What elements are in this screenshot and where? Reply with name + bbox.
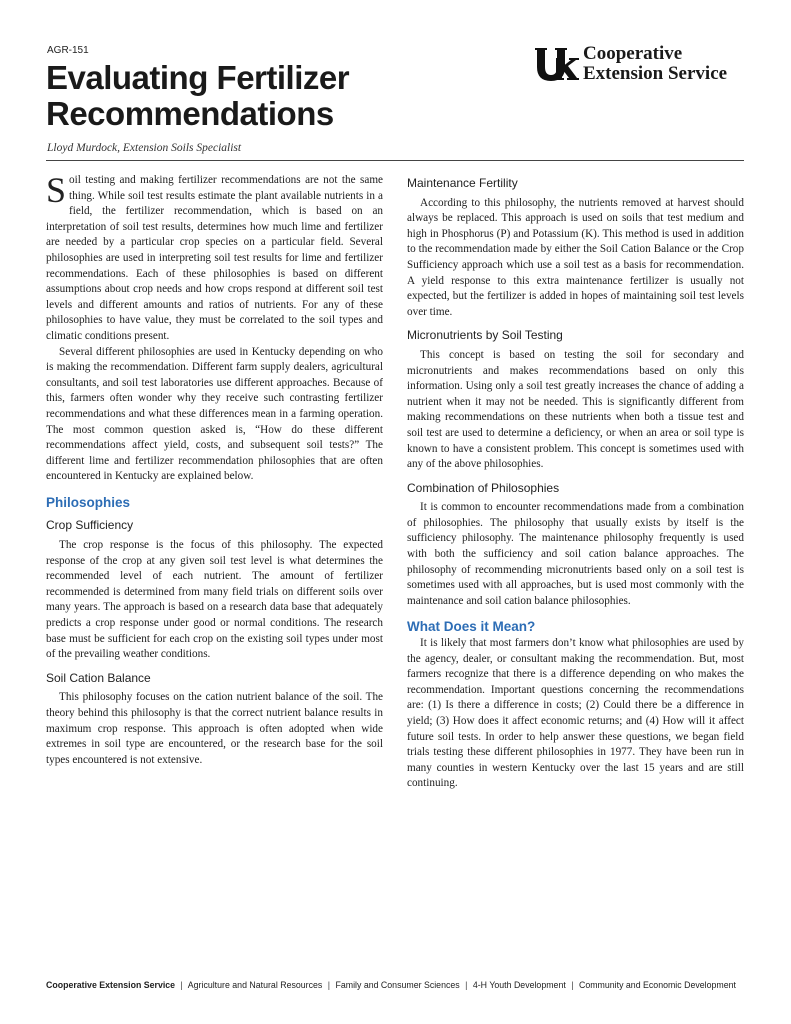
uk-logo-icon xyxy=(534,45,580,83)
intro-paragraph-1 xyxy=(46,170,383,345)
heading-soil-cation-balance: Soil Cation Balance xyxy=(46,670,151,685)
footer-separator: | xyxy=(465,980,468,990)
page-title: Evaluating Fertilizer Recommendations xyxy=(46,59,350,132)
author-line: Lloyd Murdock, Extension Soils Specialist xyxy=(47,142,242,154)
heading-philosophies: Philosophies xyxy=(46,494,131,510)
footer-unit-anr: Agriculture and Natural Resources xyxy=(187,980,323,990)
right-column xyxy=(407,176,744,792)
heading-micronutrients: Micronutrients by Soil Testing xyxy=(407,328,563,343)
intro-paragraph-2: Several different philosophies are used in Kentucky depending on who is making the recommendation. Different farm supply dealers, agricultural consultants, and soil test laboratories use different approaches. Because of this, farmers often wonder why they receive such contrasting fertilizer recommendations and what these differences mean in a farming operation. The most common question asked is, “How do these different recommendations affect yield, costs, and subsequent soil tests?” The different lime and fertilizer recommendation philosophies that are often encountered in Kentucky are explained below. xyxy=(46,345,383,483)
footer-separator: | xyxy=(180,980,183,990)
footer xyxy=(46,980,746,990)
heading-crop-sufficiency: Crop Sufficiency xyxy=(46,518,134,533)
footer-brand: Cooperative Extension Service xyxy=(46,980,176,990)
left-column xyxy=(46,170,383,768)
footer-unit-ced: Community and Economic Development xyxy=(578,980,736,990)
footer-separator: | xyxy=(571,980,574,990)
crop-sufficiency-paragraph: The crop response is the focus of this philosophy. The expected response of the crop at any given soil test level is what determines the recommended level of each nutrient. The amount of fertilizer recommended is determined from many field trials on different soils over many years. The approach is based on a research data base that adequately predicts a crop response under good or normal conditions. The research base must be sufficient for each crop on the existing soil types under most of the prevailing weather conditions. xyxy=(46,539,383,661)
soil-cation-paragraph: This philosophy focuses on the cation nutrient balance of the soil. The theory behind this philosophy is that the correct nutrient balance results in maximum crop response. This approach is often adopted when wide extremes in soil type are encountered, or the research base for the soil types encountered is not extensive. xyxy=(46,691,383,766)
intro-text-1: oil testing and making fertilizer recommendations are not the same thing. While soil test results estimate the plant available nutrients in a field, the fertilizer recommendation, which is based on an interpretation of soil test results, determines how much lime and fertilizer are needed by a particular crop species on a particular field. Several philosophies are used in interpreting soil test results for lime and fertilizer recommendations. Each of these philosophies is based on different assumptions about crop needs and how crops respond at different soil test levels and different amounts and ratios of nutrients. For any of these philosophies to have value, they must be correlated to the soil types and climatic conditions present. xyxy=(46,174,383,342)
drop-cap: S xyxy=(46,170,67,210)
header-divider xyxy=(46,160,744,161)
micronutrients-paragraph: This concept is based on testing the soil for secondary and micronutrients and makes recommendations based on only this information. Using only a soil test greatly increases the chance of adding a nutrient when it may not be needed. This is significantly different from making recommendations on these nutrients when both a tissue test and soil test are used to determine a deficiency, or when an area or soil type is known to have a consistent problem. This concept is sometimes used with any of the above philosophies. xyxy=(407,348,744,471)
heading-combination: Combination of Philosophies xyxy=(407,480,560,495)
what-does-it-mean-paragraph: It is likely that most farmers don’t know what philosophies are used by the agency, dealer, or consultant making the recommendation. But, most farmers recognize that there is a difference depending on who makes the recommendation. Important questions concerning the recommendations are: (1) Is there a difference in costs; (2) Could there be a difference in yield; (3) How does it affect economic returns; and (4) How will it affect future soil tests. In order to help answer these questions, we began field trials testing these different philosophies in 1977. They have been run in many counties in western Kentucky over the last 15 years and are still continuing. xyxy=(407,637,744,790)
combination-paragraph: It is common to encounter recommendations made from a combination of philosophies. The philosophy that usually exists by itself is the sufficiency philosophy. The maintenance philosophy frequently is used with both the sufficiency and soil cation balance approaches. The philosophy of recommending micronutrients based only on a soil test is sometimes used with all approaches, but is used most commonly with the maintenance and soil cation balance philosophies. xyxy=(407,501,744,607)
publication-id: AGR-151 xyxy=(47,45,89,56)
footer-separator: | xyxy=(327,980,331,990)
heading-maintenance-fertility: Maintenance Fertility xyxy=(407,176,518,190)
extension-logo xyxy=(534,44,749,86)
org-name xyxy=(583,44,727,84)
footer-unit-4h: 4-H Youth Development xyxy=(472,980,566,990)
org-name-line2: Extension Service xyxy=(583,63,728,84)
footer-unit-fcs: Family and Consumer Sciences xyxy=(335,980,460,990)
org-name-line1: Cooperative xyxy=(583,43,683,64)
maintenance-paragraph: According to this philosophy, the nutrients removed at harvest should always be replaced. This approach is used on soils that test medium and high in Phosphorus (P) and Potassium (K). This method is used in addition to the recommendation made by either the Soil Cation Balance or the Crop Sufficiency approach which use a soil test as a basis for recommendation. A yield response to this extra maintenance fertilizer is usually not expected, but the fertilizer is added in hopes of maintaining soil test levels over time. xyxy=(407,196,744,318)
heading-what-does-it-mean: What Does it Mean? xyxy=(407,619,536,635)
